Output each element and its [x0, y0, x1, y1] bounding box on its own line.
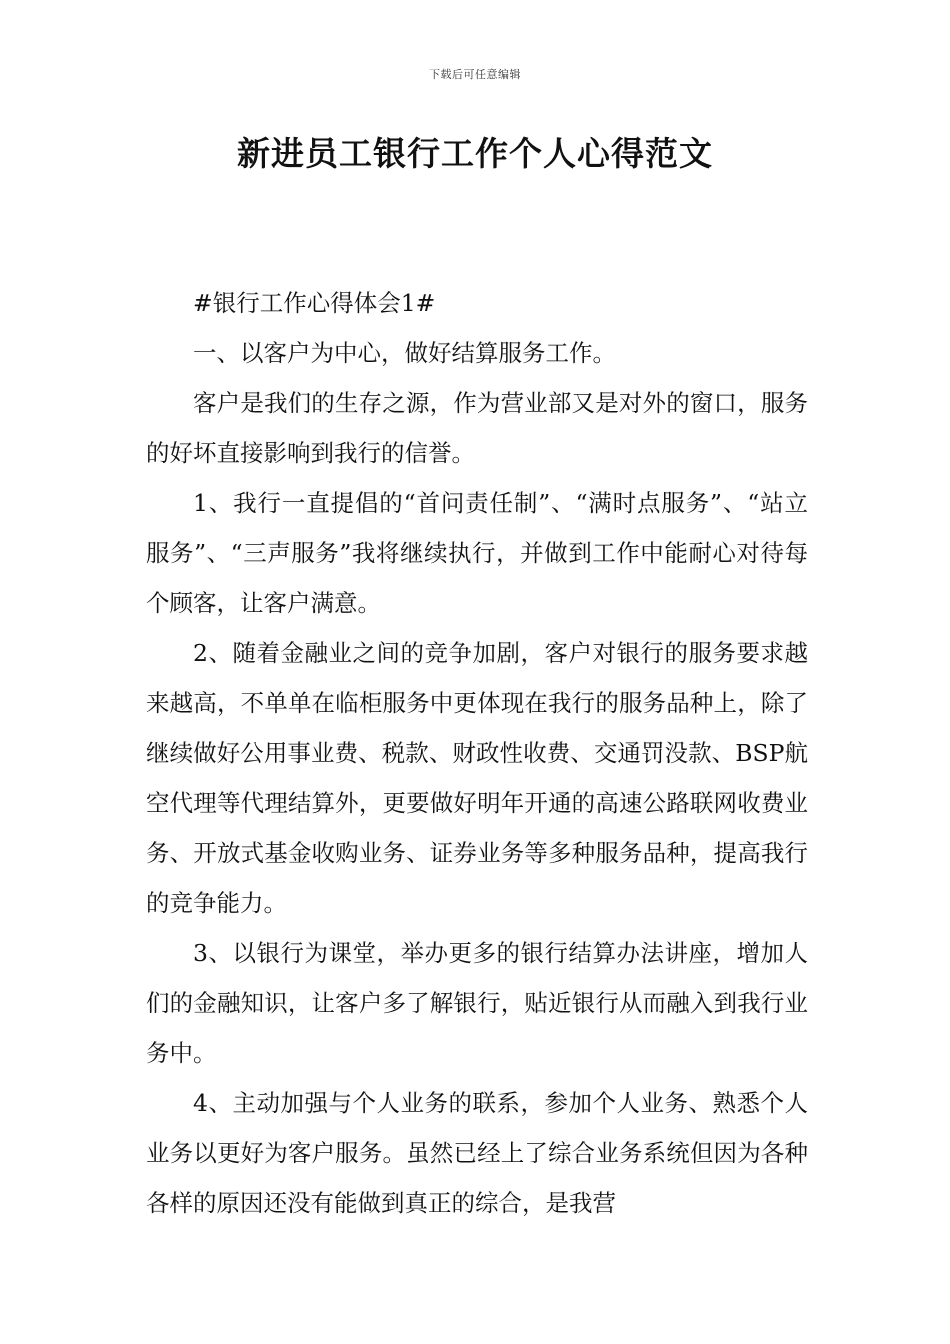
section-heading: #银行工作心得体会1# — [193, 289, 436, 317]
body-paragraph: 客户是我们的生存之源，作为营业部又是对外的窗口，服务的好坏直接影响到我行的信誉。 — [146, 389, 808, 467]
body-paragraph: 一、以客户为中心，做好结算服务工作。 — [193, 339, 616, 367]
header-note: 下载后可任意编辑 — [429, 68, 521, 81]
body-paragraph: 1、我行一直提倡的“首问责任制”、“满时点服务”、“站立服务”、“三声服务”我将继续执行，并做到工作中能耐心对待每个顾客，让客户满意。 — [146, 489, 808, 617]
body-paragraph: 3、以银行为课堂，举办更多的银行结算办法讲座，增加人们的金融知识，让客户多了解银行，贴近银行从而融入到我行业务中。 — [146, 939, 808, 1067]
body-paragraph: 2、随着金融业之间的竞争加剧，客户对银行的服务要求越来越高，不单单在临柜服务中更体现在我行的服务品种上，除了继续做好公用事业费、税款、财政性收费、交通罚没款、BSP航空代理等代理结算外，更要做好明年开通的高速公路联网收费业务、开放式基金收购业务、证券业务等多种服务品种，提高我行的竞争能力。 — [146, 639, 808, 917]
document-title: 新进员工银行工作个人心得范文 — [237, 134, 713, 173]
body-paragraph: 4、主动加强与个人业务的联系，参加个人业务、熟悉个人业务以更好为客户服务。虽然已经上了综合业务系统但因为各种各样的原因还没有能做到真正的综合，是我营 — [146, 1089, 808, 1217]
document-body — [146, 278, 808, 1228]
